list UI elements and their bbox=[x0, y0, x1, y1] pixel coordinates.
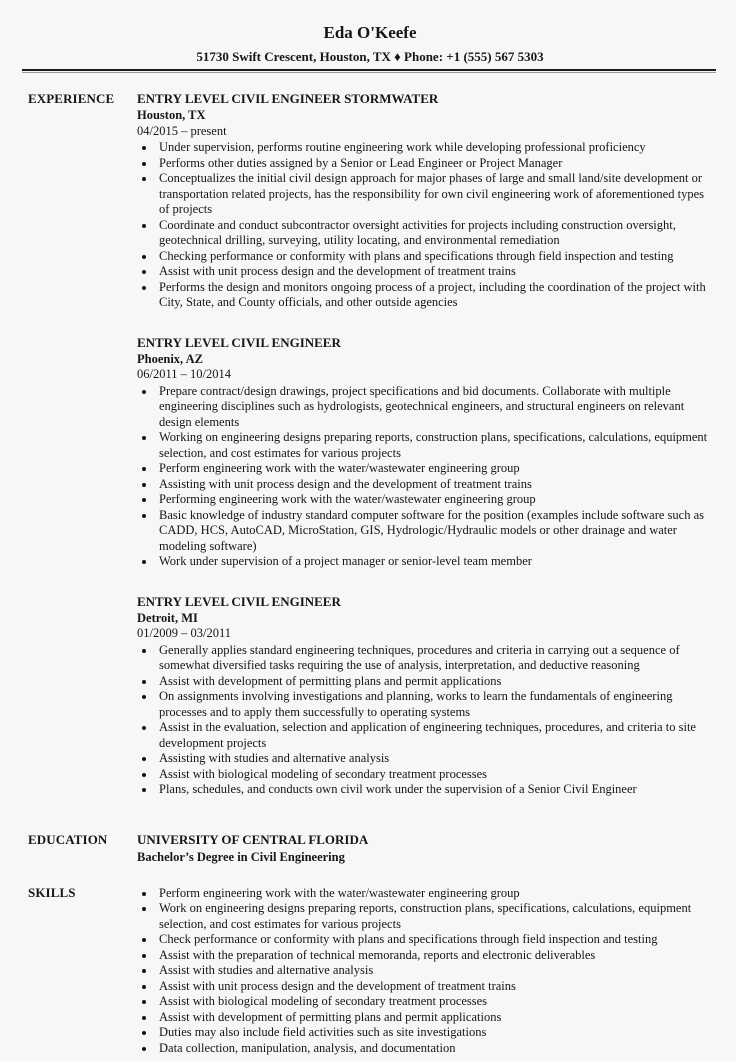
skills-bullet-list bbox=[137, 886, 712, 1057]
bullet-item: • Assist with unit process design and the development of treatment trains bbox=[156, 979, 712, 995]
skills-content bbox=[137, 885, 712, 1057]
bullet-item: • Check performance or conformity with plans and specifications through field inspection and testing bbox=[156, 932, 712, 948]
job-title: ENTRY LEVEL CIVIL ENGINEER STORMWATER bbox=[137, 91, 439, 106]
bullet-item: • Assist with development of permitting plans and permit applications bbox=[156, 674, 712, 690]
bullet-item: • Duties may also include field activities such as site investigations bbox=[156, 1025, 712, 1041]
header-divider bbox=[22, 69, 716, 73]
bullet-item: • Assisting with unit process design and the development of treatment trains bbox=[156, 477, 712, 493]
job-title: ENTRY LEVEL CIVIL ENGINEER bbox=[137, 593, 341, 609]
bullet-item: • Coordinate and conduct subcontractor oversight activities for projects including construction oversight, geotechnical drilling, surveying, utility locating, and environmental remediation bbox=[156, 218, 712, 249]
bullet-item: • Conceptualizes the initial civil design approach for major phases of large and small land/site development or transportation related projects, has the responsibility for own civil engineering work of aforementioned types of projects bbox=[156, 171, 712, 218]
bullet-item: • Generally applies standard engineering techniques, procedures and criteria in carrying out a sequence of somewhat diversified tasks requiring the use of analysis, interpretation, and deductive reasoning bbox=[156, 643, 712, 674]
job-entry-2 bbox=[137, 335, 712, 570]
bullet-item: • Performs other duties assigned by a Senior or Lead Engineer or Project Manager bbox=[156, 156, 712, 172]
job-location: Phoenix, AZ bbox=[137, 351, 203, 366]
person-name: Eda O'Keefe bbox=[323, 23, 417, 42]
school-name: UNIVERSITY OF CENTRAL FLORIDA bbox=[137, 831, 369, 847]
bullet-item: • Performing engineering work with the water/wastewater engineering group bbox=[156, 492, 712, 508]
job-dates: 06/2011 – 10/2014 bbox=[137, 367, 231, 381]
bullet-item: • Assist with biological modeling of secondary treatment processes bbox=[156, 767, 712, 783]
bullet-item: • Assist with the preparation of technical memoranda, reports and electronic deliverables bbox=[156, 948, 712, 964]
skills-section-label: SKILLS bbox=[28, 884, 76, 900]
bullet-item: • Data collection, manipulation, analysis, and documentation bbox=[156, 1041, 712, 1057]
experience-section-label: EXPERIENCE bbox=[28, 91, 115, 106]
bullet-item: • Assist with development of permitting plans and permit applications bbox=[156, 1010, 712, 1026]
bullet-item: • Perform engineering work with the water/wastewater engineering group bbox=[156, 886, 712, 902]
education-content bbox=[137, 832, 712, 865]
job-dates: 01/2009 – 03/2011 bbox=[137, 626, 231, 640]
bullet-item: • Prepare contract/design drawings, project specifications and bid documents. Collaborate with multiple engineering disciplines such as hydrologists, geotechnical engineers, and structural engineers on relevant design elements bbox=[156, 384, 712, 431]
job-bullet-list bbox=[137, 384, 712, 570]
bullet-item: • Assist with studies and alternative analysis bbox=[156, 963, 712, 979]
bullet-item: • Working on engineering designs preparing reports, construction plans, specifications, calculations, equipment selection, and cost estimates for various projects bbox=[156, 430, 712, 461]
bullet-item: • Checking performance or conformity with plans and specifications through field inspection and testing bbox=[156, 249, 712, 265]
job-location: Detroit, MI bbox=[137, 610, 198, 625]
job-bullet-list bbox=[137, 140, 712, 311]
bullet-item: • On assignments involving investigations and planning, works to learn the fundamentals of engineering processes and to apply them successfully to operating systems bbox=[156, 689, 712, 720]
job-location: Houston, TX bbox=[137, 108, 206, 122]
resume-header bbox=[28, 22, 712, 65]
bullet-item: • Work under supervision of a project manager or senior-level team member bbox=[156, 554, 712, 570]
experience-section bbox=[28, 91, 712, 798]
bullet-item: • Plans, schedules, and conducts own civil work under the supervision of a Senior Civil Engineer bbox=[156, 782, 712, 798]
bullet-item: • Assist in the evaluation, selection and application of engineering techniques, procedures, and criteria to site development projects bbox=[156, 720, 712, 751]
job-entry-1 bbox=[137, 91, 712, 311]
bullet-item: • Assisting with studies and alternative analysis bbox=[156, 751, 712, 767]
contact-line: 51730 Swift Crescent, Houston, TX ♦ Phone: +1 (555) 567 5303 bbox=[196, 49, 544, 64]
job-entry-3 bbox=[137, 594, 712, 798]
bullet-item: • Performs the design and monitors ongoing process of a project, including the coordination of the project with City, State, and County officials, and other outside agencies bbox=[156, 280, 712, 311]
bullet-item: • Assist with unit process design and the development of treatment trains bbox=[156, 264, 712, 280]
bullet-item: • Basic knowledge of industry standard computer software for the position (examples include software such as CADD, HCS, AutoCAD, MicroStation, GIS, Hydrologic/Hydraulic models or other drainage and water modeling software) bbox=[156, 508, 712, 555]
degree-name: Bachelor’s Degree in Civil Engineering bbox=[137, 849, 345, 864]
skills-section bbox=[28, 885, 712, 1057]
job-bullet-list bbox=[137, 643, 712, 798]
bullet-item: • Under supervision, performs routine engineering work while developing professional proficiency bbox=[156, 140, 712, 156]
education-section bbox=[28, 832, 712, 865]
experience-content bbox=[137, 91, 712, 798]
education-section-label: EDUCATION bbox=[28, 831, 108, 847]
job-title: ENTRY LEVEL CIVIL ENGINEER bbox=[137, 334, 341, 350]
job-dates: 04/2015 – present bbox=[137, 123, 227, 138]
bullet-item: • Perform engineering work with the water/wastewater engineering group bbox=[156, 461, 712, 477]
bullet-item: • Work on engineering designs preparing reports, construction plans, specifications, calculations, equipment selection, and cost estimates for various projects bbox=[156, 901, 712, 932]
bullet-item: • Assist with biological modeling of secondary treatment processes bbox=[156, 994, 712, 1010]
